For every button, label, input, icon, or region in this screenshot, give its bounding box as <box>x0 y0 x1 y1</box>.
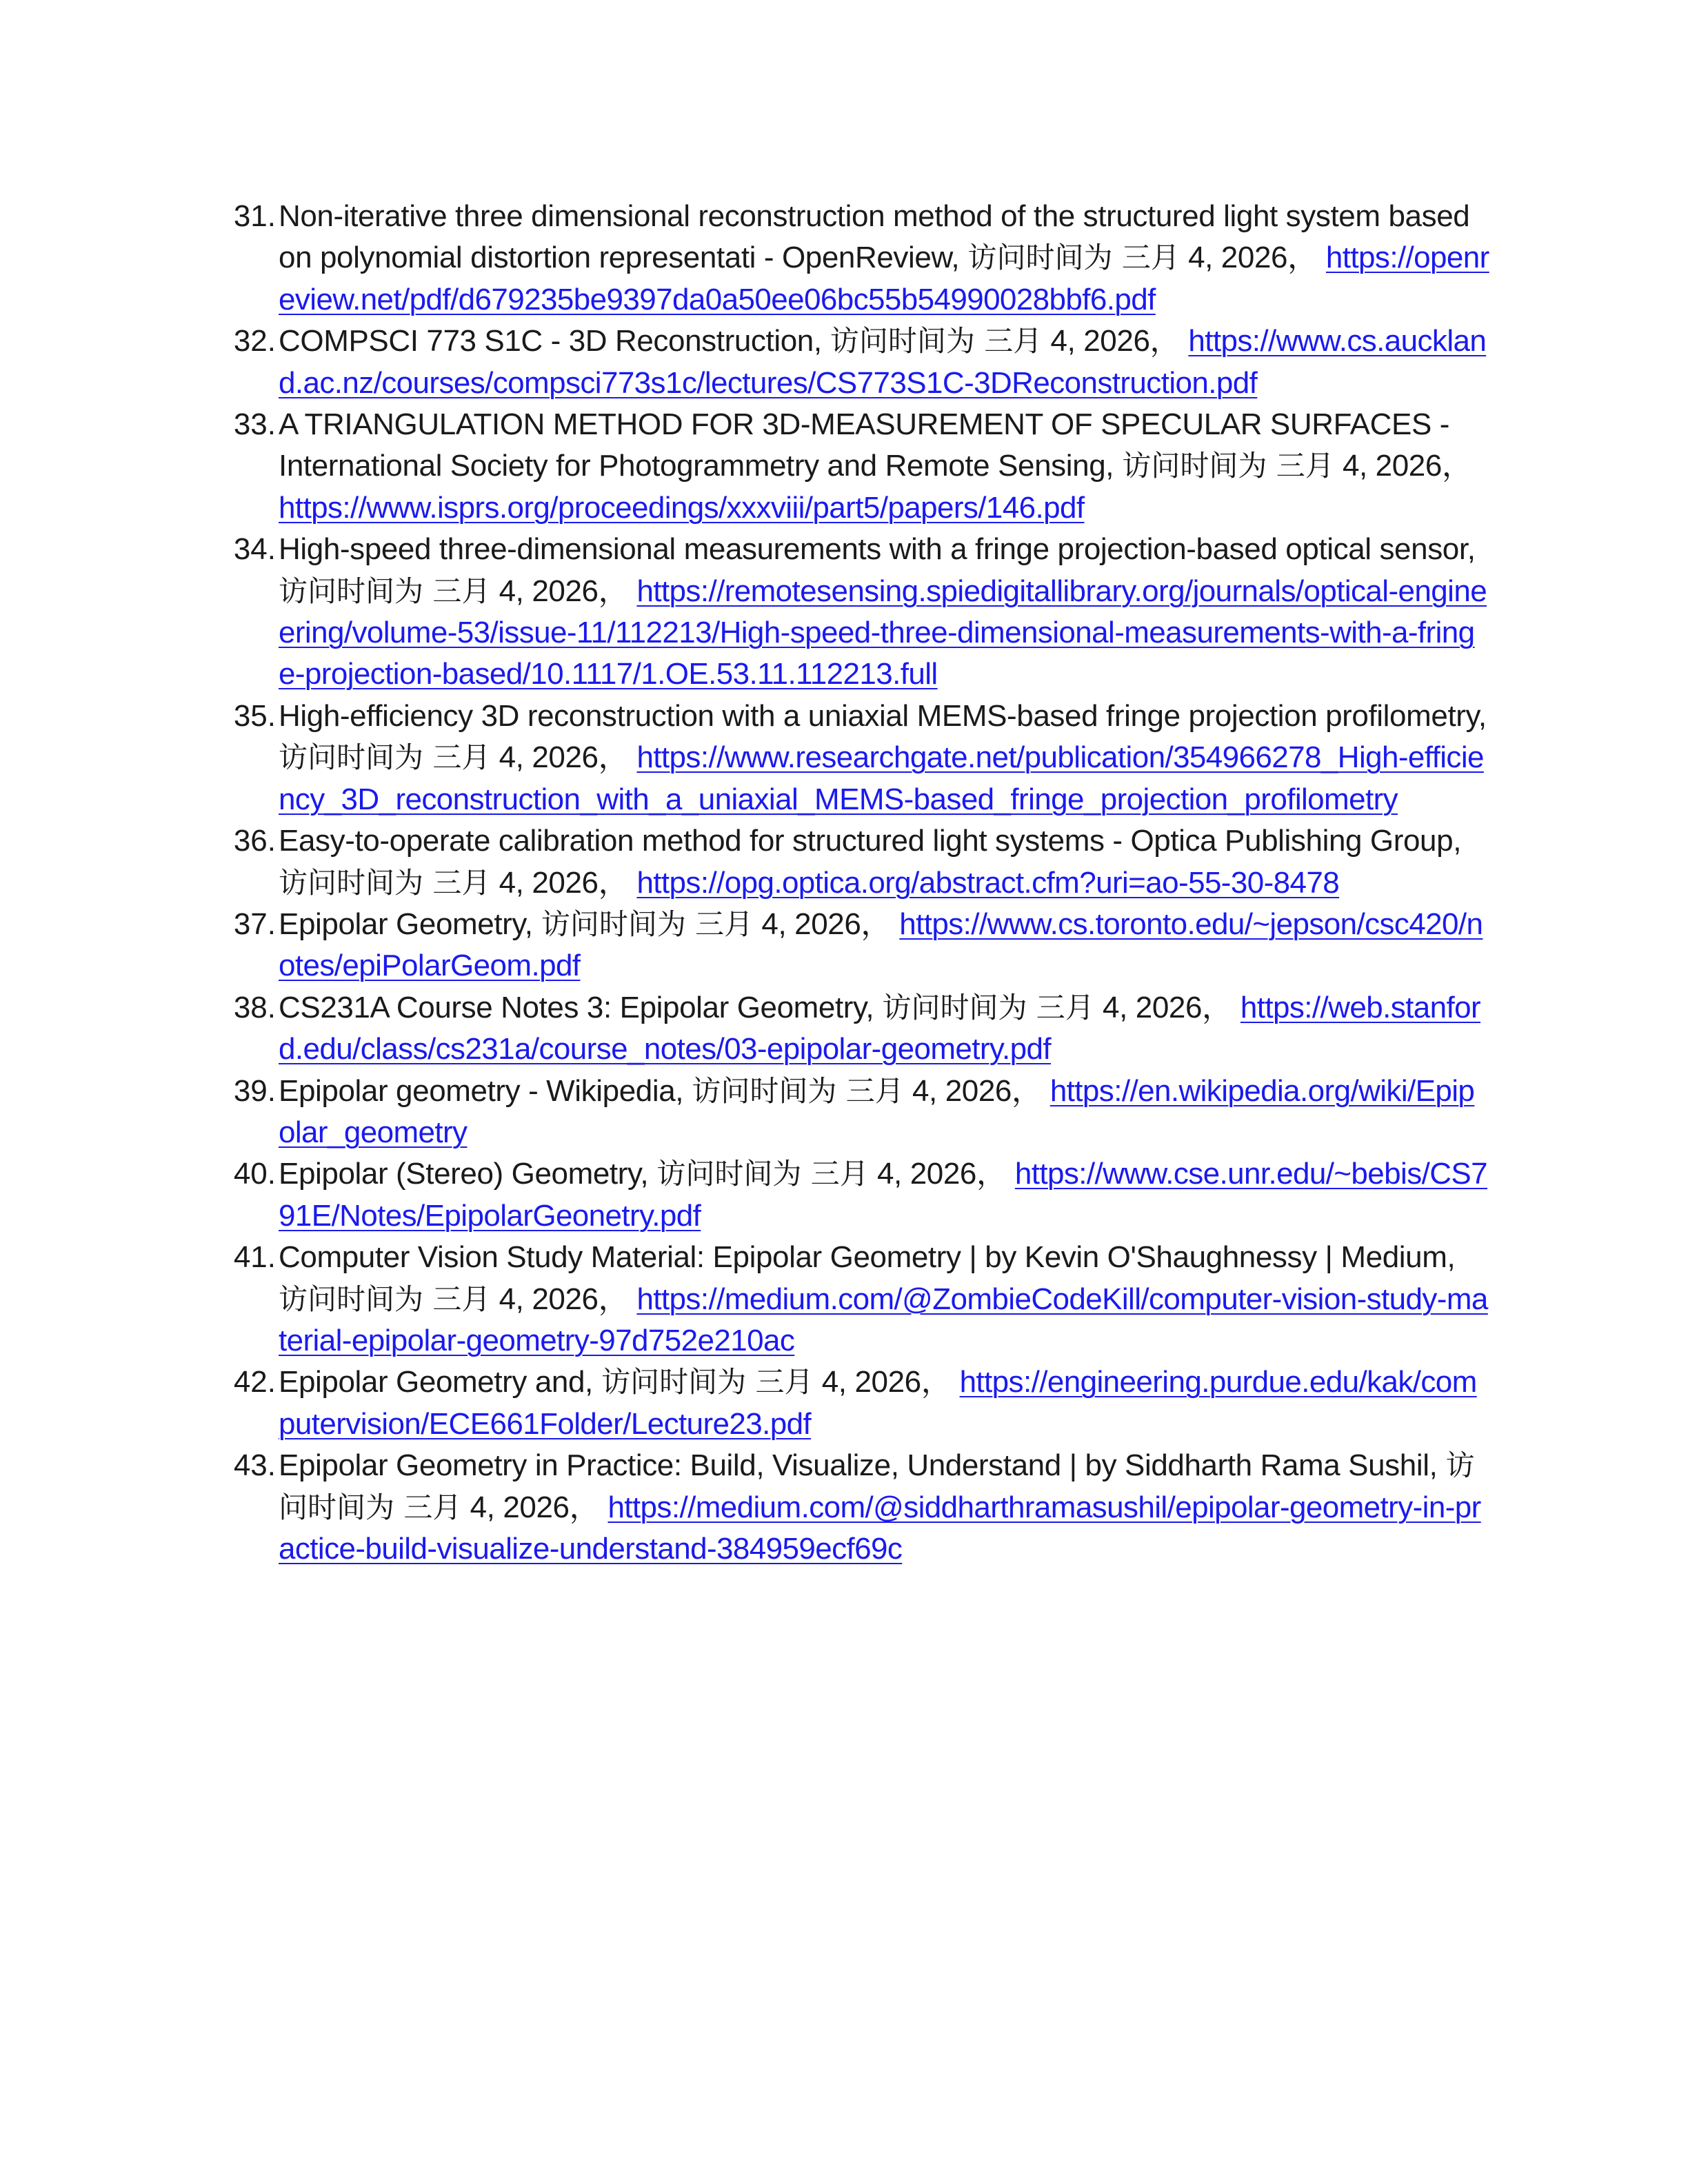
reference-access-date: 4, 2026， <box>761 907 892 941</box>
reference-number: 37. <box>233 907 276 941</box>
reference-item <box>221 1362 1489 1445</box>
reference-access-label: 访问时间为 三月 <box>692 1073 904 1108</box>
reference-url-link[interactable]: https://en.wikipedia.org/wiki/Epipolar_geometry <box>279 1073 1475 1149</box>
reference-url-link[interactable]: https://remotesensing.spiedigitallibrary.org/journals/optical-engineering/volume-53/issue-11/112213/High-speed-three-dimensional-measurements-with-a-fringe-projection-based/10.1117/1.OE.53.11.112213.full <box>279 574 1487 691</box>
reference-item <box>221 321 1489 404</box>
reference-number: 42. <box>233 1365 276 1399</box>
reference-title: Easy-to-operate calibration method for structured light systems - Optica Publishing Group, <box>279 824 1462 858</box>
reference-url-link[interactable]: https://opg.optica.org/abstract.cfm?uri=ao-55-30-8478 <box>636 865 1340 900</box>
reference-access-date: 4, 2026， <box>499 740 629 775</box>
reference-item <box>221 1153 1489 1237</box>
reference-access-date: 4, 2026， <box>821 1365 952 1399</box>
reference-title: Epipolar Geometry in Practice: Build, Visualize, Understand | by Siddharth Rama Sushil, <box>279 1448 1438 1483</box>
reference-url-link[interactable]: https://engineering.purdue.edu/kak/computervision/ECE661Folder/Lecture23.pdf <box>279 1365 1477 1441</box>
reference-number: 35. <box>233 698 276 733</box>
reference-number: 40. <box>233 1157 276 1191</box>
reference-url-link[interactable]: https://www.cs.toronto.edu/~jepson/csc420/notes/epiPolarGeom.pdf <box>279 907 1483 983</box>
reference-title: Epipolar (Stereo) Geometry, <box>279 1157 649 1191</box>
reference-list <box>221 196 1489 1570</box>
reference-number: 38. <box>233 990 276 1024</box>
reference-item <box>221 904 1489 987</box>
reference-access-date: 4, 2026， <box>470 1490 600 1524</box>
reference-access-date: 4, 2026， <box>499 574 629 608</box>
reference-access-label: 访问时间为 三月 <box>279 1282 491 1316</box>
reference-title: Computer Vision Study Material: Epipolar Geometry | by Kevin O'Shaughnessy | Medium, <box>279 1240 1456 1275</box>
reference-url-link[interactable]: https://www.isprs.org/proceedings/xxxviii/part5/papers/146.pdf <box>279 490 1085 525</box>
reference-title: CS231A Course Notes 3: Epipolar Geometry, <box>279 990 874 1024</box>
reference-item <box>221 404 1489 529</box>
reference-item <box>221 196 1489 321</box>
reference-url-link[interactable]: https://www.cse.unr.edu/~bebis/CS791E/Notes/EpipolarGeonetry.pdf <box>279 1157 1488 1233</box>
reference-access-label: 访问时间为 三月 <box>279 1448 1475 1524</box>
reference-number: 32. <box>233 324 276 358</box>
reference-access-label: 访问时间为 三月 <box>279 574 491 608</box>
reference-title: High-efficiency 3D reconstruction with a uniaxial MEMS-based fringe projection profilometry, <box>279 698 1487 733</box>
reference-access-date: 4, 2026， <box>1050 324 1180 358</box>
reference-url-link[interactable]: https://web.stanford.edu/class/cs231a/course_notes/03-epipolar-geometry.pdf <box>279 990 1481 1066</box>
reference-access-label: 访问时间为 三月 <box>830 324 1043 358</box>
reference-access-date: 4, 2026， <box>912 1073 1042 1108</box>
reference-item <box>221 1237 1489 1362</box>
reference-access-date: 4, 2026， <box>1342 449 1472 483</box>
reference-title: Epipolar geometry - Wikipedia, <box>279 1073 684 1108</box>
reference-number: 31. <box>233 199 276 233</box>
reference-access-label: 访问时间为 三月 <box>279 865 491 900</box>
reference-access-label: 访问时间为 三月 <box>601 1365 814 1399</box>
reference-access-label: 访问时间为 三月 <box>882 990 1094 1024</box>
reference-number: 41. <box>233 1240 276 1275</box>
reference-number: 43. <box>233 1448 276 1483</box>
reference-title: A TRIANGULATION METHOD FOR 3D-MEASUREMENT OF SPECULAR SURFACES - International Society for Photogrammetry and Remote Sensing, <box>279 407 1449 483</box>
reference-number: 33. <box>233 407 276 442</box>
reference-title: Epipolar Geometry and, <box>279 1365 593 1399</box>
reference-access-label: 访问时间为 三月 <box>279 740 491 775</box>
reference-item <box>221 529 1489 696</box>
reference-access-date: 4, 2026， <box>499 865 629 900</box>
reference-item <box>221 1445 1489 1570</box>
reference-url-link[interactable]: https://www.researchgate.net/publication/354966278_High-efficiency_3D_reconstruction_with_a_uniaxial_MEMS-based_fringe_projection_profilometry <box>279 740 1484 816</box>
reference-item <box>221 820 1489 904</box>
reference-item <box>221 987 1489 1071</box>
reference-item <box>221 1071 1489 1154</box>
reference-number: 36. <box>233 824 276 858</box>
reference-number: 34. <box>233 532 276 567</box>
reference-access-label: 访问时间为 三月 <box>967 241 1180 275</box>
reference-access-date: 4, 2026， <box>1188 241 1318 275</box>
reference-access-date: 4, 2026， <box>499 1282 629 1316</box>
reference-access-label: 访问时间为 三月 <box>541 907 754 941</box>
reference-url-link[interactable]: https://medium.com/@siddharthramasushil/epipolar-geometry-in-practice-build-visualize-understand-384959ecf69c <box>279 1490 1481 1566</box>
reference-access-date: 4, 2026， <box>1103 990 1232 1024</box>
reference-access-label: 访问时间为 三月 <box>1122 449 1334 483</box>
reference-title: COMPSCI 773 S1C - 3D Reconstruction, <box>279 324 822 358</box>
reference-url-link[interactable]: https://medium.com/@ZombieCodeKill/computer-vision-study-material-epipolar-geometry-97d752e210ac <box>279 1282 1488 1357</box>
reference-url-link[interactable]: https://www.cs.auckland.ac.nz/courses/compsci773s1c/lectures/CS773S1C-3DReconstruction.pdf <box>279 324 1487 400</box>
reference-access-label: 访问时间为 三月 <box>656 1157 869 1191</box>
reference-title: Non-iterative three dimensional reconstruction method of the structured light system based on polynomial distortion representati - OpenReview, <box>279 199 1470 275</box>
reference-access-date: 4, 2026， <box>876 1157 1007 1191</box>
reference-item <box>221 696 1489 820</box>
reference-title: Epipolar Geometry, <box>279 907 533 941</box>
reference-number: 39. <box>233 1073 276 1108</box>
reference-title: High-speed three-dimensional measurements with a fringe projection-based optical sensor, <box>279 532 1476 567</box>
reference-url-link[interactable]: https://openreview.net/pdf/d679235be9397da0a50ee06bc55b54990028bbf6.pdf <box>279 241 1489 316</box>
